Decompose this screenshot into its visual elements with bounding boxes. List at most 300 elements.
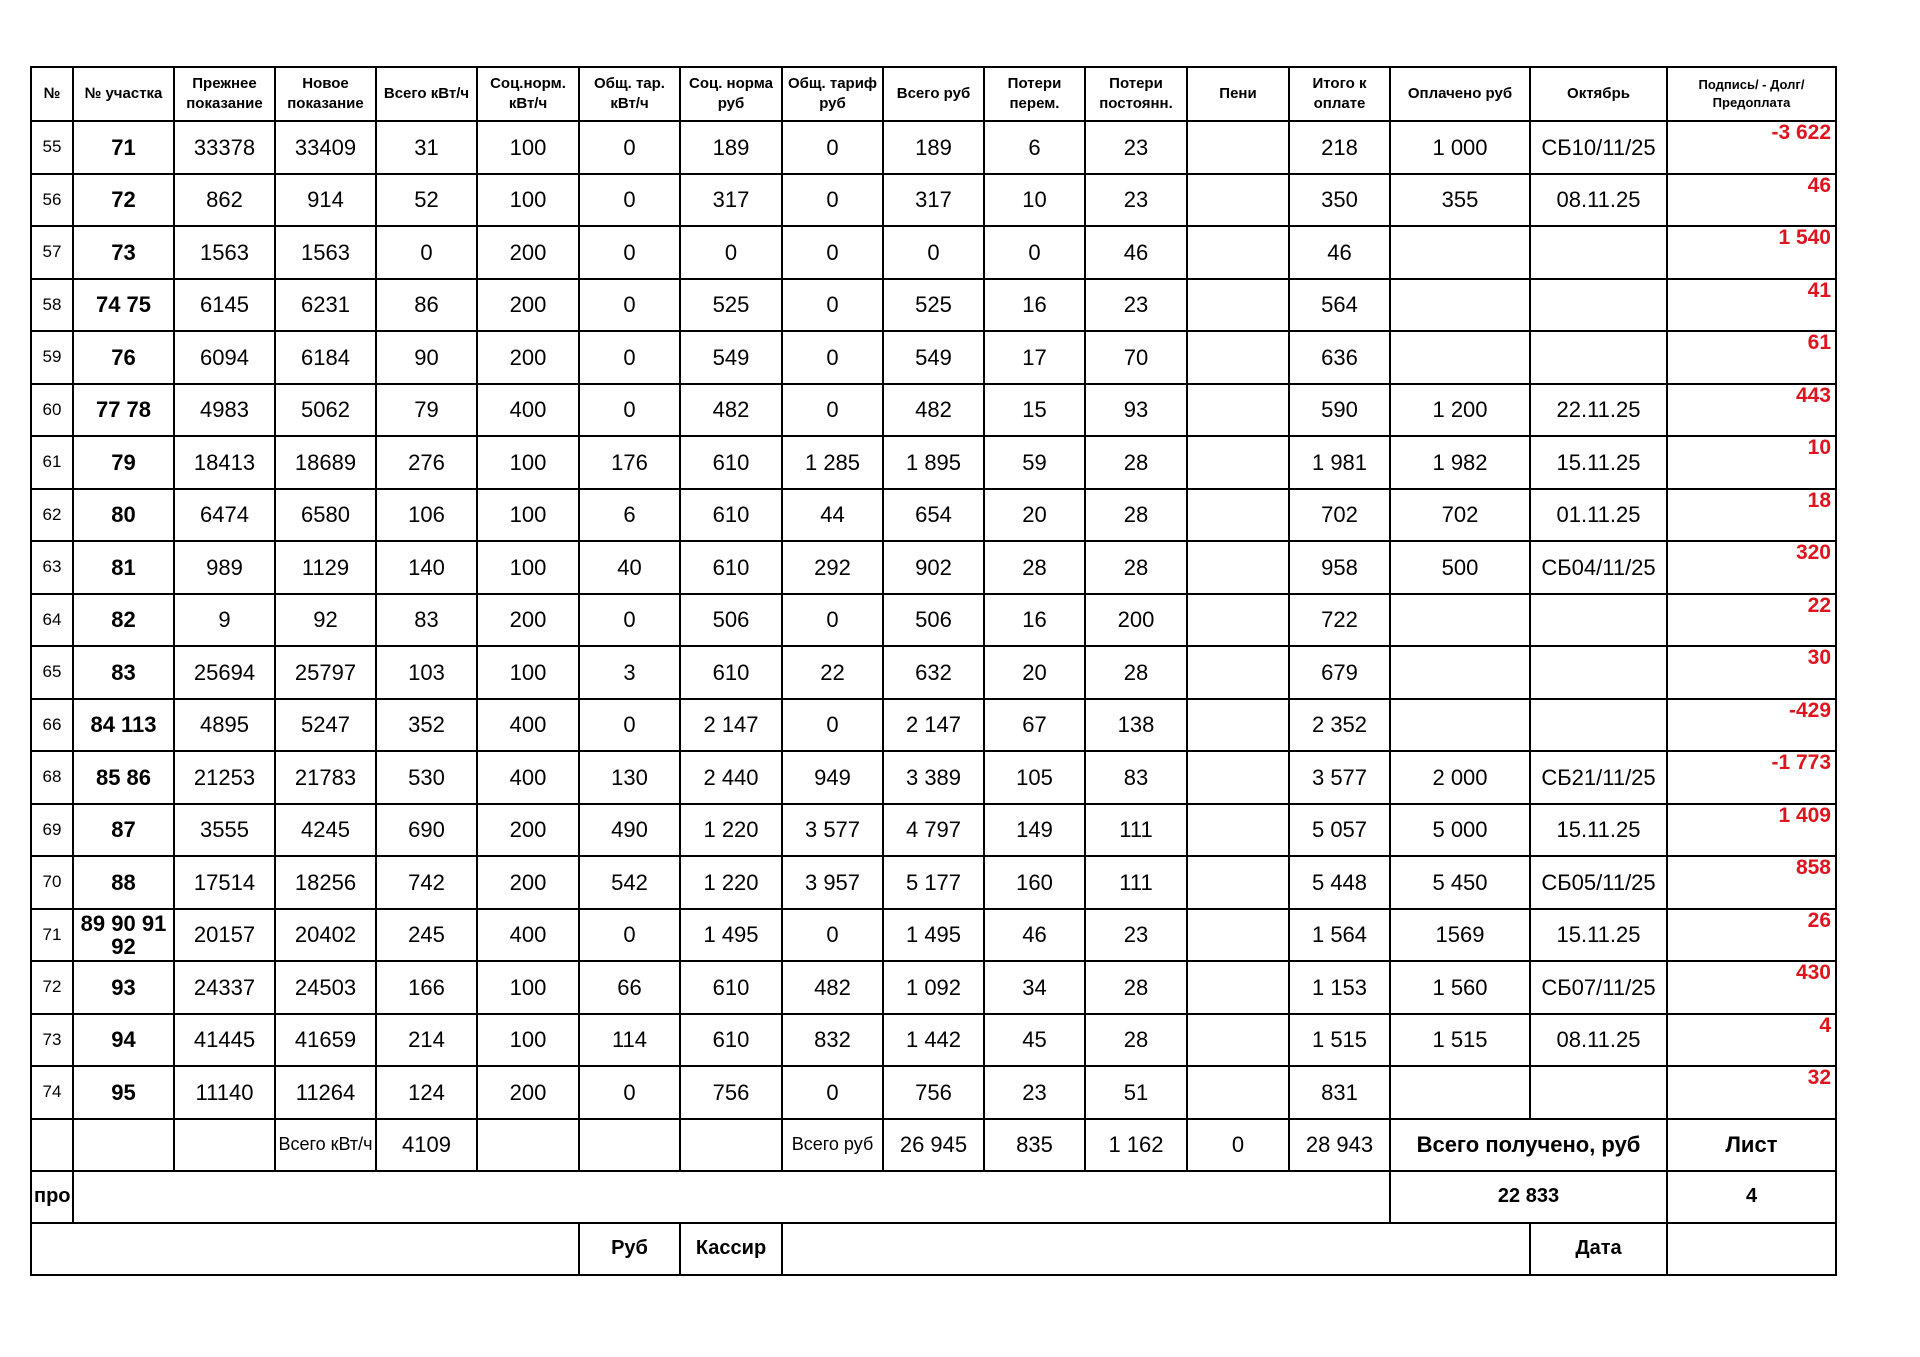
- total-rub-cell: 549: [883, 331, 984, 384]
- total-rub-cell: 1 895: [883, 436, 984, 489]
- social-norm-rub-cell: 610: [680, 1014, 782, 1067]
- payment-date-cell: 15.11.25: [1530, 804, 1667, 857]
- losses-constant-cell: 28: [1085, 1014, 1187, 1067]
- previous-reading-cell: 4983: [174, 384, 275, 437]
- total-kwh-cell: 214: [376, 1014, 477, 1067]
- paid-rub-cell: 1 200: [1390, 384, 1530, 437]
- table-row: [31, 646, 1836, 699]
- social-norm-kwh-cell: 100: [477, 174, 579, 227]
- row-number-cell: 61: [31, 436, 73, 489]
- total-due-cell: 702: [1289, 489, 1390, 542]
- losses-constant-cell: 111: [1085, 804, 1187, 857]
- losses-constant-cell: 111: [1085, 856, 1187, 909]
- previous-reading-cell: 9: [174, 594, 275, 647]
- balance-cell: 1 409: [1667, 804, 1836, 857]
- empty-cell: [73, 1171, 1390, 1223]
- losses-variable-cell: 34: [984, 961, 1085, 1014]
- payment-date-cell: [1530, 646, 1667, 699]
- new-reading-cell: 4245: [275, 804, 376, 857]
- payment-date-cell: [1530, 1066, 1667, 1119]
- general-tariff-rub-cell: 292: [782, 541, 883, 594]
- empty-cell: [31, 1223, 579, 1275]
- penalty-cell: [1187, 121, 1289, 174]
- previous-reading-cell: 989: [174, 541, 275, 594]
- table-row: [31, 751, 1836, 804]
- header-cell: Потери постоянн.: [1085, 67, 1187, 121]
- social-norm-kwh-cell: 100: [477, 436, 579, 489]
- rub-label: Руб: [579, 1223, 680, 1275]
- header-cell: Итого к оплате: [1289, 67, 1390, 121]
- previous-reading-cell: 11140: [174, 1066, 275, 1119]
- losses-constant-cell: 28: [1085, 541, 1187, 594]
- losses-constant-cell: 83: [1085, 751, 1187, 804]
- social-norm-kwh-cell: 400: [477, 384, 579, 437]
- total-kwh-cell: 83: [376, 594, 477, 647]
- received-row: [31, 1171, 1836, 1223]
- total-due-cell: 958: [1289, 541, 1390, 594]
- empty-cell: [579, 1119, 680, 1171]
- cashier-label: Кассир: [680, 1223, 782, 1275]
- total-kwh-cell: 103: [376, 646, 477, 699]
- total-due-cell: 5 448: [1289, 856, 1390, 909]
- rub-total-value: 26 945: [883, 1119, 984, 1171]
- balance-cell: 858: [1667, 856, 1836, 909]
- rub-total-label: Всего руб: [782, 1119, 883, 1171]
- losses-constant-cell: 93: [1085, 384, 1187, 437]
- table-row: [31, 804, 1836, 857]
- total-rub-cell: 0: [883, 226, 984, 279]
- general-tariff-rub-cell: 0: [782, 121, 883, 174]
- total-rub-cell: 525: [883, 279, 984, 332]
- general-tariff-rub-cell: 0: [782, 699, 883, 752]
- social-norm-rub-cell: 1 220: [680, 804, 782, 857]
- total-due-cell: 590: [1289, 384, 1390, 437]
- row-number-cell: 73: [31, 1014, 73, 1067]
- general-tariff-kwh-cell: 114: [579, 1014, 680, 1067]
- total-rub-cell: 902: [883, 541, 984, 594]
- new-reading-cell: 5062: [275, 384, 376, 437]
- total-rub-cell: 756: [883, 1066, 984, 1119]
- total-rub-cell: 3 389: [883, 751, 984, 804]
- payment-date-cell: СБ04/11/25: [1530, 541, 1667, 594]
- payment-date-cell: 22.11.25: [1530, 384, 1667, 437]
- total-rub-cell: 632: [883, 646, 984, 699]
- losses-variable-cell: 67: [984, 699, 1085, 752]
- header-cell: Всего руб: [883, 67, 984, 121]
- losses-variable-cell: 149: [984, 804, 1085, 857]
- empty-cell: [174, 1119, 275, 1171]
- losses-variable-cell: 10: [984, 174, 1085, 227]
- general-tariff-rub-cell: 832: [782, 1014, 883, 1067]
- previous-reading-cell: 24337: [174, 961, 275, 1014]
- paid-rub-cell: 5 450: [1390, 856, 1530, 909]
- plot-number-cell: 74 75: [73, 279, 174, 332]
- total-kwh-cell: 742: [376, 856, 477, 909]
- paid-rub-cell: 1 515: [1390, 1014, 1530, 1067]
- new-reading-cell: 18689: [275, 436, 376, 489]
- losses-variable-cell: 16: [984, 594, 1085, 647]
- penalty-cell: [1187, 751, 1289, 804]
- losses-variable-cell: 20: [984, 646, 1085, 699]
- balance-cell: 32: [1667, 1066, 1836, 1119]
- paid-rub-cell: 5 000: [1390, 804, 1530, 857]
- total-kwh-cell: 690: [376, 804, 477, 857]
- losses-variable-cell: 59: [984, 436, 1085, 489]
- social-norm-kwh-cell: 400: [477, 909, 579, 962]
- general-tariff-kwh-cell: 0: [579, 699, 680, 752]
- new-reading-cell: 21783: [275, 751, 376, 804]
- new-reading-cell: 20402: [275, 909, 376, 962]
- row-number-cell: 57: [31, 226, 73, 279]
- total-due-cell: 1 515: [1289, 1014, 1390, 1067]
- social-norm-kwh-cell: 200: [477, 226, 579, 279]
- losses-constant-cell: 138: [1085, 699, 1187, 752]
- paid-rub-cell: [1390, 646, 1530, 699]
- plot-number-cell: 87: [73, 804, 174, 857]
- total-due-cell: 636: [1289, 331, 1390, 384]
- header-cell: Октябрь: [1530, 67, 1667, 121]
- table-row: [31, 1014, 1836, 1067]
- previous-reading-cell: 25694: [174, 646, 275, 699]
- total-due-cell: 3 577: [1289, 751, 1390, 804]
- losses-variable-cell: 46: [984, 909, 1085, 962]
- general-tariff-rub-cell: 3 957: [782, 856, 883, 909]
- balance-cell: 22: [1667, 594, 1836, 647]
- penalty-cell: [1187, 594, 1289, 647]
- losses-variable-cell: 16: [984, 279, 1085, 332]
- total-due-cell: 1 153: [1289, 961, 1390, 1014]
- header-cell: Новое показание: [275, 67, 376, 121]
- header-cell: Соц. норма руб: [680, 67, 782, 121]
- previous-reading-cell: 6474: [174, 489, 275, 542]
- table-row: [31, 961, 1836, 1014]
- paid-rub-cell: [1390, 699, 1530, 752]
- general-tariff-rub-cell: 0: [782, 909, 883, 962]
- social-norm-rub-cell: 610: [680, 541, 782, 594]
- total-due-cell: 218: [1289, 121, 1390, 174]
- penalty-cell: [1187, 331, 1289, 384]
- totals-row: [31, 1119, 1836, 1171]
- penalty-total: 0: [1187, 1119, 1289, 1171]
- plot-number-cell: 94: [73, 1014, 174, 1067]
- header-cell: Всего кВт/ч: [376, 67, 477, 121]
- table-row: [31, 121, 1836, 174]
- row-number-cell: 56: [31, 174, 73, 227]
- general-tariff-rub-cell: 482: [782, 961, 883, 1014]
- previous-reading-cell: 862: [174, 174, 275, 227]
- total-due-cell: 1 564: [1289, 909, 1390, 962]
- plot-number-cell: 93: [73, 961, 174, 1014]
- total-rub-cell: 4 797: [883, 804, 984, 857]
- social-norm-kwh-cell: 200: [477, 279, 579, 332]
- truncated-label: про: [31, 1171, 73, 1223]
- total-due-cell: 2 352: [1289, 699, 1390, 752]
- plot-number-cell: 82: [73, 594, 174, 647]
- new-reading-cell: 92: [275, 594, 376, 647]
- empty-cell: [73, 1119, 174, 1171]
- table-row: [31, 226, 1836, 279]
- general-tariff-rub-cell: 0: [782, 174, 883, 227]
- plot-number-cell: 85 86: [73, 751, 174, 804]
- electricity-payment-table: [30, 66, 1837, 1276]
- social-norm-kwh-cell: 100: [477, 961, 579, 1014]
- general-tariff-rub-cell: 22: [782, 646, 883, 699]
- previous-reading-cell: 18413: [174, 436, 275, 489]
- losses-constant-cell: 23: [1085, 279, 1187, 332]
- social-norm-rub-cell: 1 220: [680, 856, 782, 909]
- social-norm-rub-cell: 610: [680, 646, 782, 699]
- social-norm-rub-cell: 317: [680, 174, 782, 227]
- total-kwh-cell: 166: [376, 961, 477, 1014]
- empty-cell: [31, 1119, 73, 1171]
- payment-date-cell: СБ05/11/25: [1530, 856, 1667, 909]
- row-number-cell: 65: [31, 646, 73, 699]
- header-cell: №: [31, 67, 73, 121]
- balance-cell: 4: [1667, 1014, 1836, 1067]
- row-number-cell: 59: [31, 331, 73, 384]
- previous-reading-cell: 4895: [174, 699, 275, 752]
- payment-date-cell: [1530, 279, 1667, 332]
- total-due-cell: 1 981: [1289, 436, 1390, 489]
- due-total: 28 943: [1289, 1119, 1390, 1171]
- table-row: [31, 174, 1836, 227]
- payment-date-cell: [1530, 699, 1667, 752]
- balance-cell: -3 622: [1667, 121, 1836, 174]
- penalty-cell: [1187, 804, 1289, 857]
- total-kwh-cell: 530: [376, 751, 477, 804]
- social-norm-rub-cell: 525: [680, 279, 782, 332]
- general-tariff-kwh-cell: 40: [579, 541, 680, 594]
- balance-cell: 26: [1667, 909, 1836, 962]
- payment-date-cell: [1530, 226, 1667, 279]
- paid-rub-cell: [1390, 1066, 1530, 1119]
- total-kwh-cell: 31: [376, 121, 477, 174]
- header-cell: Пени: [1187, 67, 1289, 121]
- sheet-number: 4: [1667, 1171, 1836, 1223]
- table-row: [31, 699, 1836, 752]
- plot-number-cell: 84 113: [73, 699, 174, 752]
- general-tariff-kwh-cell: 490: [579, 804, 680, 857]
- total-kwh-cell: 52: [376, 174, 477, 227]
- header-cell: Общ. тар. кВт/ч: [579, 67, 680, 121]
- general-tariff-kwh-cell: 6: [579, 489, 680, 542]
- social-norm-rub-cell: 1 495: [680, 909, 782, 962]
- penalty-cell: [1187, 699, 1289, 752]
- payment-date-cell: 01.11.25: [1530, 489, 1667, 542]
- social-norm-kwh-cell: 200: [477, 856, 579, 909]
- table-row: [31, 279, 1836, 332]
- losses-constant-cell: 200: [1085, 594, 1187, 647]
- general-tariff-kwh-cell: 0: [579, 384, 680, 437]
- total-due-cell: 46: [1289, 226, 1390, 279]
- losses-variable-cell: 28: [984, 541, 1085, 594]
- paid-rub-cell: 1 000: [1390, 121, 1530, 174]
- balance-cell: 1 540: [1667, 226, 1836, 279]
- penalty-cell: [1187, 541, 1289, 594]
- row-number-cell: 60: [31, 384, 73, 437]
- total-due-cell: 831: [1289, 1066, 1390, 1119]
- losses-constant-cell: 28: [1085, 646, 1187, 699]
- total-kwh-cell: 0: [376, 226, 477, 279]
- general-tariff-rub-cell: 1 285: [782, 436, 883, 489]
- header-cell: Оплачено руб: [1390, 67, 1530, 121]
- losses-var-total: 835: [984, 1119, 1085, 1171]
- previous-reading-cell: 20157: [174, 909, 275, 962]
- paid-rub-cell: [1390, 279, 1530, 332]
- plot-number-cell: 72: [73, 174, 174, 227]
- new-reading-cell: 6231: [275, 279, 376, 332]
- new-reading-cell: 18256: [275, 856, 376, 909]
- header-cell: № участка: [73, 67, 174, 121]
- total-rub-cell: 506: [883, 594, 984, 647]
- row-number-cell: 64: [31, 594, 73, 647]
- table-row: [31, 541, 1836, 594]
- social-norm-rub-cell: 482: [680, 384, 782, 437]
- general-tariff-rub-cell: 0: [782, 594, 883, 647]
- row-number-cell: 55: [31, 121, 73, 174]
- new-reading-cell: 24503: [275, 961, 376, 1014]
- table-row: [31, 489, 1836, 542]
- losses-constant-cell: 70: [1085, 331, 1187, 384]
- general-tariff-rub-cell: 0: [782, 1066, 883, 1119]
- social-norm-kwh-cell: 100: [477, 1014, 579, 1067]
- losses-constant-cell: 46: [1085, 226, 1187, 279]
- payment-date-cell: СБ07/11/25: [1530, 961, 1667, 1014]
- payment-date-cell: 15.11.25: [1530, 909, 1667, 962]
- payment-date-cell: 08.11.25: [1530, 174, 1667, 227]
- total-due-cell: 722: [1289, 594, 1390, 647]
- paid-rub-cell: [1390, 226, 1530, 279]
- losses-variable-cell: 23: [984, 1066, 1085, 1119]
- previous-reading-cell: 33378: [174, 121, 275, 174]
- table-row: [31, 436, 1836, 489]
- paid-rub-cell: 355: [1390, 174, 1530, 227]
- total-due-cell: 350: [1289, 174, 1390, 227]
- social-norm-kwh-cell: 400: [477, 751, 579, 804]
- paid-rub-cell: 1 560: [1390, 961, 1530, 1014]
- date-value-cell: [1667, 1223, 1836, 1275]
- plot-number-cell: 81: [73, 541, 174, 594]
- social-norm-kwh-cell: 200: [477, 1066, 579, 1119]
- penalty-cell: [1187, 961, 1289, 1014]
- balance-cell: -429: [1667, 699, 1836, 752]
- total-rub-cell: 2 147: [883, 699, 984, 752]
- general-tariff-kwh-cell: 176: [579, 436, 680, 489]
- losses-variable-cell: 105: [984, 751, 1085, 804]
- paid-rub-cell: [1390, 331, 1530, 384]
- penalty-cell: [1187, 1014, 1289, 1067]
- cashier-signature-cell: [782, 1223, 1530, 1275]
- empty-cell: [680, 1119, 782, 1171]
- general-tariff-kwh-cell: 0: [579, 331, 680, 384]
- penalty-cell: [1187, 489, 1289, 542]
- general-tariff-rub-cell: 0: [782, 384, 883, 437]
- plot-number-cell: 95: [73, 1066, 174, 1119]
- total-kwh-cell: 352: [376, 699, 477, 752]
- social-norm-kwh-cell: 100: [477, 541, 579, 594]
- penalty-cell: [1187, 436, 1289, 489]
- social-norm-rub-cell: 506: [680, 594, 782, 647]
- penalty-cell: [1187, 226, 1289, 279]
- header-cell: Подпись/ - Долг/Предоплата: [1667, 67, 1836, 121]
- total-rub-cell: 1 442: [883, 1014, 984, 1067]
- new-reading-cell: 914: [275, 174, 376, 227]
- row-number-cell: 69: [31, 804, 73, 857]
- payment-date-cell: СБ10/11/25: [1530, 121, 1667, 174]
- previous-reading-cell: 17514: [174, 856, 275, 909]
- total-kwh-cell: 140: [376, 541, 477, 594]
- row-number-cell: 71: [31, 909, 73, 962]
- table-row: [31, 856, 1836, 909]
- payment-date-cell: 08.11.25: [1530, 1014, 1667, 1067]
- paid-rub-cell: 1 982: [1390, 436, 1530, 489]
- penalty-cell: [1187, 909, 1289, 962]
- total-rub-cell: 317: [883, 174, 984, 227]
- kwh-total-label: Всего кВт/ч: [275, 1119, 376, 1171]
- plot-number-cell: 79: [73, 436, 174, 489]
- social-norm-rub-cell: 549: [680, 331, 782, 384]
- new-reading-cell: 6580: [275, 489, 376, 542]
- plot-number-cell: 83: [73, 646, 174, 699]
- row-number-cell: 63: [31, 541, 73, 594]
- previous-reading-cell: 41445: [174, 1014, 275, 1067]
- social-norm-kwh-cell: 100: [477, 121, 579, 174]
- losses-variable-cell: 17: [984, 331, 1085, 384]
- general-tariff-kwh-cell: 130: [579, 751, 680, 804]
- penalty-cell: [1187, 279, 1289, 332]
- social-norm-kwh-cell: 200: [477, 331, 579, 384]
- general-tariff-rub-cell: 0: [782, 279, 883, 332]
- social-norm-rub-cell: 756: [680, 1066, 782, 1119]
- new-reading-cell: 11264: [275, 1066, 376, 1119]
- general-tariff-rub-cell: 949: [782, 751, 883, 804]
- total-kwh-cell: 79: [376, 384, 477, 437]
- losses-variable-cell: 0: [984, 226, 1085, 279]
- total-kwh-cell: 106: [376, 489, 477, 542]
- general-tariff-kwh-cell: 542: [579, 856, 680, 909]
- general-tariff-rub-cell: 44: [782, 489, 883, 542]
- balance-cell: 41: [1667, 279, 1836, 332]
- total-due-cell: 5 057: [1289, 804, 1390, 857]
- general-tariff-kwh-cell: 0: [579, 909, 680, 962]
- general-tariff-kwh-cell: 3: [579, 646, 680, 699]
- total-kwh-cell: 86: [376, 279, 477, 332]
- balance-cell: 18: [1667, 489, 1836, 542]
- balance-cell: 10: [1667, 436, 1836, 489]
- social-norm-kwh-cell: 200: [477, 804, 579, 857]
- losses-variable-cell: 45: [984, 1014, 1085, 1067]
- paid-rub-cell: 2 000: [1390, 751, 1530, 804]
- social-norm-rub-cell: 189: [680, 121, 782, 174]
- total-kwh-cell: 276: [376, 436, 477, 489]
- header-row: [31, 67, 1836, 121]
- social-norm-kwh-cell: 100: [477, 646, 579, 699]
- plot-number-cell: 73: [73, 226, 174, 279]
- social-norm-rub-cell: 2 440: [680, 751, 782, 804]
- plot-number-cell: 71: [73, 121, 174, 174]
- total-rub-cell: 654: [883, 489, 984, 542]
- balance-cell: -1 773: [1667, 751, 1836, 804]
- losses-const-total: 1 162: [1085, 1119, 1187, 1171]
- header-cell: Прежнее показание: [174, 67, 275, 121]
- general-tariff-rub-cell: 3 577: [782, 804, 883, 857]
- penalty-cell: [1187, 174, 1289, 227]
- table-row: [31, 331, 1836, 384]
- header-cell: Соц.норм. кВт/ч: [477, 67, 579, 121]
- general-tariff-kwh-cell: 0: [579, 121, 680, 174]
- row-number-cell: 68: [31, 751, 73, 804]
- table-row: [31, 909, 1836, 962]
